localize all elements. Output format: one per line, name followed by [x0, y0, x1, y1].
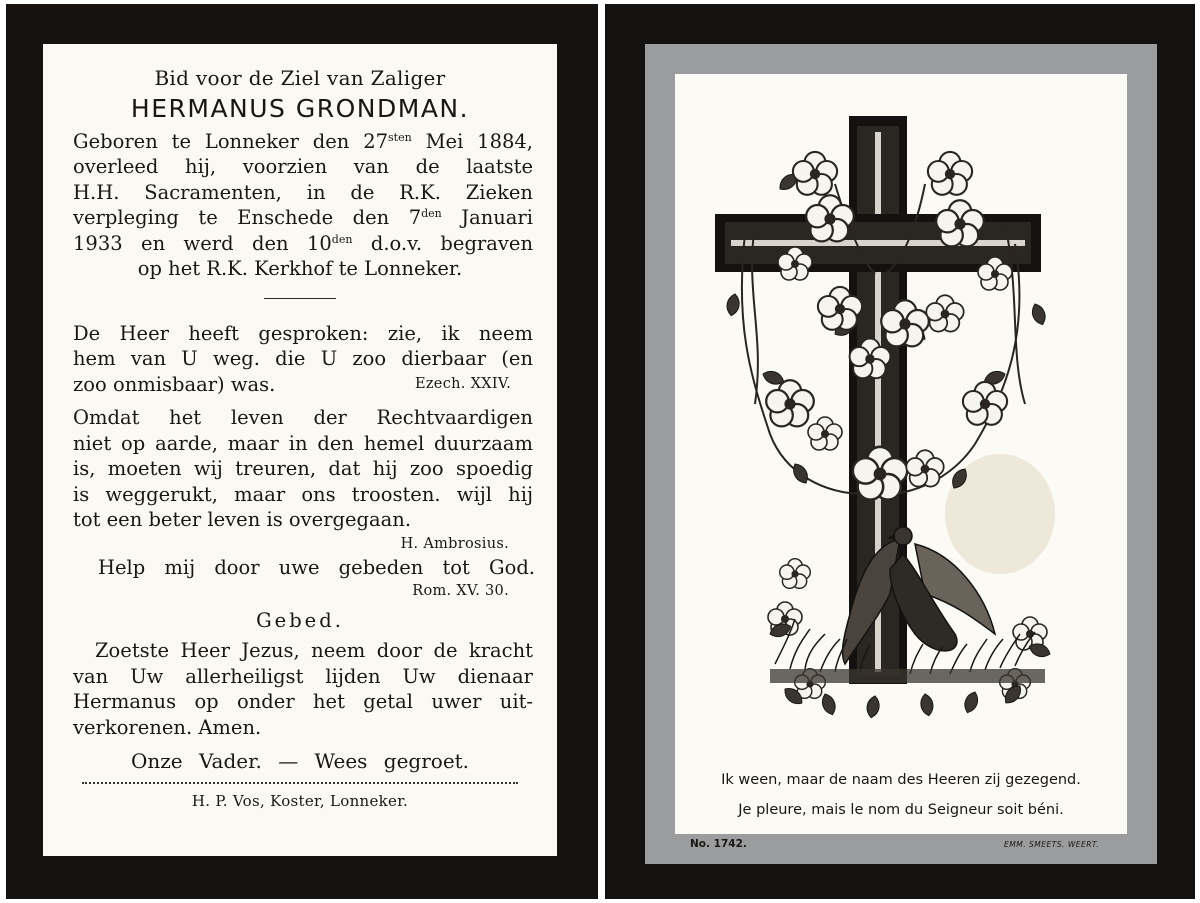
text-panel: [43, 44, 557, 856]
quote-line: hem van U weg. die U zoo dierbaar (en: [73, 347, 533, 370]
quote-line: De Heer heeft gesproken: zie, ik neem: [73, 321, 533, 345]
quote-reference: Ezech. XXIV.: [414, 375, 511, 392]
bio-text: 1933 en werd den 10: [73, 231, 332, 255]
quote-ambrosius: [43, 405, 557, 555]
prayer-title: Gebed.: [256, 609, 344, 632]
quote-line: is weggerukt, maar ons troosten. wijl hij: [73, 482, 533, 506]
printer-credit: H. P. Vos, Koster, Lonneker.: [191, 792, 409, 810]
quote-line: Omdat het leven der Rechtvaardigen: [73, 406, 533, 429]
ordinal-suffix: den: [331, 232, 353, 246]
prayer-request-header: Bid voor de Ziel van Zaliger: [154, 66, 446, 90]
quote-line: Help mij door uwe gebeden tot God.: [98, 555, 535, 579]
dotted-divider: [82, 782, 518, 784]
caption-dutch: Ik ween, maar de naam des Heeren zij gezegend.: [721, 772, 1081, 788]
deceased-name: HERMANUS GRONDMAN.: [130, 93, 470, 123]
bio-line: op het R.K. Kerkhof te Lonneker.: [137, 257, 463, 280]
divider: [264, 298, 336, 299]
quote-line: [43, 372, 557, 398]
bio-line: H.H. Sacramenten, in de R.K. Zieken: [73, 180, 533, 204]
memorial-card-text-side: [6, 4, 598, 899]
image-panel: [675, 74, 1127, 850]
quote-line: niet op aarde, maar in den hemel duurzaam: [73, 431, 533, 455]
bio-line: [43, 205, 557, 231]
prayer-line: van Uw allerheiligst lijden Uw dienaar: [73, 664, 533, 688]
quote-line: tot een beter leven is overgegaan.: [73, 508, 412, 531]
caption-french: Je pleure, mais le nom du Seigneur soit béni.: [738, 802, 1064, 818]
memorial-card-image-side: [605, 4, 1195, 899]
bio-text: Januari: [441, 206, 533, 229]
quote-ezechiel: [43, 321, 557, 398]
prayer-line: Zoetste Heer Jezus, neem door de kracht: [95, 639, 533, 662]
prayer-line: Hermanus op onder het getal uwer uit-: [73, 690, 533, 713]
quote-line: is, moeten wij treuren, dat hij zoo spoedig: [73, 457, 533, 480]
quote-text: zoo onmisbaar) was.: [73, 372, 276, 396]
quote-romans: [43, 555, 557, 603]
ordinal-suffix: den: [421, 207, 442, 220]
bio-line: [43, 231, 557, 257]
prayer-line: verkorenen. Amen.: [73, 715, 262, 739]
ground: [770, 669, 1045, 683]
silver-frame: [645, 44, 1157, 864]
publisher-credit: EMM. SMEETS. WEERT.: [1004, 840, 1099, 849]
biography: [43, 129, 557, 282]
cross-with-flowers-and-dove-icon: [675, 74, 1127, 764]
ordinal-suffix: sten: [388, 130, 412, 144]
quote-reference: Rom. XV. 30.: [412, 583, 509, 599]
bio-text: verpleging te Enschede den 7: [73, 206, 422, 229]
item-number: No. 1742.: [690, 838, 747, 850]
quote-reference: H. Ambrosius.: [400, 535, 509, 552]
bio-text: Mei 1884,: [411, 129, 534, 153]
closing-prayers: Onze Vader. — Wees gegroet.: [130, 749, 470, 773]
bio-line: overleed hij, voorzien van de laatste: [73, 155, 533, 178]
bio-text: d.o.v. begraven: [352, 231, 533, 255]
bio-line: [43, 129, 557, 155]
bio-text: Geboren te Lonneker den 27: [73, 129, 389, 153]
prayer: [43, 608, 557, 740]
